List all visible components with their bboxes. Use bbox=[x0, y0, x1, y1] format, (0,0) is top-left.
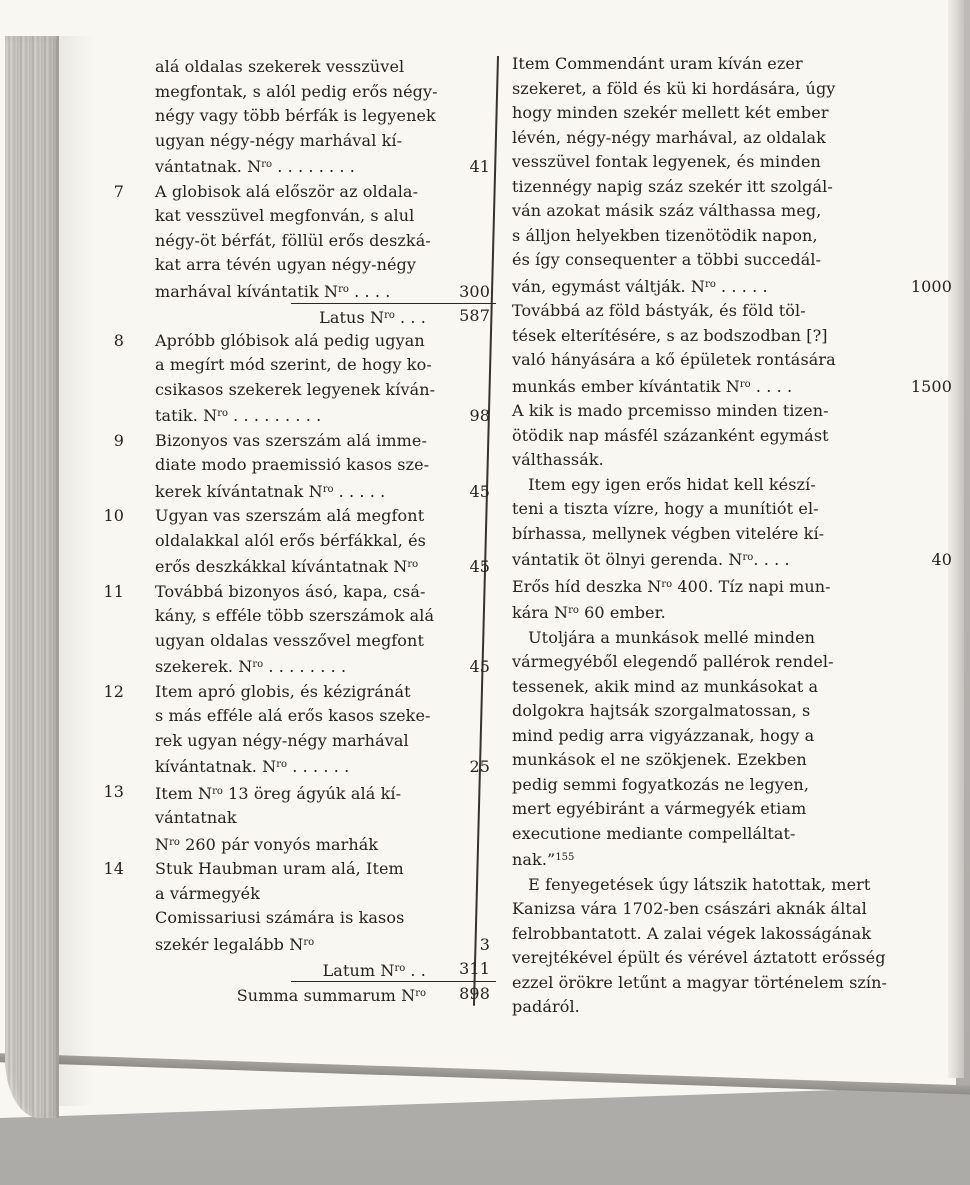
paragraph-7 bbox=[512, 873, 952, 1020]
ledger-item-11 bbox=[100, 580, 490, 680]
paragraph-text: Item egy igen erős hidat kell készí- teni a tiszta vízre, hogy a munítiót el- bírhassa, mellynek végben vitelére kí- vántatik öt ölnyi gerenda. $N^{ro}$. . . . bbox=[512, 474, 825, 569]
paragraph-6 bbox=[512, 626, 952, 873]
item-text: Apróbb glóbisok alá pedig ugyan a megírt mód szerint, de hogy ko- csikasos szekerek legyenek kíván- tatik. $N^{ro}$ . . . . . . . . . bbox=[155, 330, 436, 425]
item-value: 300 bbox=[459, 281, 490, 301]
item-text: Bizonyos vas szerszám alá imme- diate modo praemissió kasos sze- kerek kívántatnak $N^{ro}$ . . . . . bbox=[155, 430, 430, 501]
paragraph-value: 1000 bbox=[910, 276, 952, 296]
item-number: 13 bbox=[103, 781, 124, 801]
sum-label: Latum $N^{ro}$ . . bbox=[322, 961, 426, 980]
paragraph-5 bbox=[512, 573, 952, 626]
sum-value: 587 bbox=[459, 306, 490, 325]
sum-label: Summa summarum $N^{ro}$ bbox=[236, 985, 426, 1005]
item-text: Továbbá bizonyos ásó, kapa, csá- kány, s efféle több szerszámok alá ugyan oldalas vesszővel megfont szekerek. $N^{ro}$ . . . . . . . . bbox=[155, 581, 435, 676]
ledger-item-13 bbox=[100, 780, 490, 858]
page-edge-stack-left bbox=[5, 36, 59, 1118]
paragraph-3 bbox=[512, 399, 952, 473]
item-value: 25 bbox=[469, 757, 490, 776]
latum-row bbox=[100, 957, 490, 982]
ledger-item-12 bbox=[100, 680, 490, 780]
sum-value: 311 bbox=[459, 959, 490, 978]
item-value: 41 bbox=[469, 157, 490, 176]
paragraph-text: A kik is mado prcemisso minden tizen- ötödik nap másfél százanként egymást válthassák. bbox=[512, 401, 829, 469]
item-number: 9 bbox=[113, 430, 124, 450]
paragraph-text: Továbbá az föld bástyák, és föld töl- tések elterítésére, s az bodszodban [?] való hányására a kő épületek rontására munkás ember kívántatik $N^{ro}$ . . . . bbox=[512, 301, 836, 396]
paragraph-text: E fenyegetések úgy látszik hatottak, mert Kanizsa vára 1702-ben császári aknák által felrobbantatott. A zalai végek lakosságának verejtékével épült és vérével áztatott erősség ezzel örökre letűnt a magyar történelem szín- padáról. bbox=[512, 874, 888, 1016]
latus-row bbox=[100, 304, 490, 329]
item-value: 45 bbox=[469, 481, 490, 501]
paragraph-text: Utoljára a munkások mellé minden vármegyéből elegendő pallérok rendel- tessenek, akik mind az munkásokat a dolgokra hajtsák szorgalmatossan, s mind pedig arra vigyázzanak, hogy a munkások el ne szökjenek. Ezekben pedig semmi fogyatkozás ne legyen, mert egyébiránt a vármegyék etiam executione mediante compelláltat- nak.”$^{155}$ bbox=[512, 627, 834, 869]
page-gutter-shade bbox=[59, 36, 93, 1106]
paragraph-2 bbox=[512, 299, 952, 399]
item-text: Item $N^{ro}$ 13 öreg ágyúk alá kí- vántatnak $N^{ro}$ 260 pár vonyós marhák bbox=[155, 783, 402, 854]
ledger-item-14 bbox=[100, 857, 490, 957]
ledger-item-7 bbox=[100, 180, 490, 305]
item-number: 7 bbox=[113, 181, 124, 201]
item-number: 11 bbox=[103, 581, 124, 601]
item-number: 14 bbox=[103, 859, 124, 878]
item-value: 45 bbox=[469, 657, 490, 676]
paragraph-4 bbox=[512, 473, 952, 573]
ledger-item-continued bbox=[100, 55, 490, 180]
paragraph-1 bbox=[512, 52, 952, 299]
ledger-item-8 bbox=[100, 329, 490, 429]
paragraph-text: Item Commendánt uram kíván ezer szekeret, a föld és kü ki hordására, úgy hogy minden szekér mellett két ember lévén, négy-négy marhával, az oldalak vesszüvel fontak legyenek, és minden tizennégy napig száz szekér itt szolgál- ván azokat másik száz válthassa meg, s álljon helyekben tizenötödik napon, és így consequenter a többi succedál- ván, egymást váltják. $N^{ro}$ . . . . . bbox=[512, 54, 836, 296]
paragraph-value: 40 bbox=[931, 550, 952, 569]
item-text: alá oldalas szekerek vesszüvel megfontak, s alól pedig erős négy- négy vagy több bérfák is legyenek ugyan négy-négy marhával kí- vántatnak. $N^{ro}$ . . . . . . . . bbox=[155, 57, 438, 176]
item-text: Item apró globis, és kézigránát s más efféle alá erős kasos szeke- rek ugyan négy-négy marhával kívántatnak. $N^{ro}$ . . . . . . bbox=[155, 681, 431, 776]
ledger-item-9 bbox=[100, 429, 490, 505]
left-column bbox=[100, 55, 490, 1006]
item-text: Stuk Haubman uram alá, Item a vármegyék Comissariusi számára is kasos szekér legalább $N^{ro}$ bbox=[155, 859, 405, 954]
item-value: 98 bbox=[469, 406, 490, 425]
item-number: 10 bbox=[103, 506, 124, 525]
sum-value: 898 bbox=[459, 983, 490, 1003]
right-column bbox=[512, 52, 952, 1020]
item-value: 45 bbox=[469, 557, 490, 576]
sum-label: Latus $N^{ro}$ . . . bbox=[319, 308, 426, 327]
item-number: 12 bbox=[103, 681, 124, 701]
item-value: 3 bbox=[479, 934, 490, 954]
item-text: Ugyan vas szerszám alá megfont oldalakkal alól erős bérfákkal, és erős deszkákkal kívántatnak $N^{ro}$ bbox=[155, 506, 426, 576]
paragraph-value: 1500 bbox=[910, 376, 952, 396]
ledger-item-10 bbox=[100, 504, 490, 580]
summa-row bbox=[100, 982, 490, 1007]
paragraph-text: Erős híd deszka $N^{ro}$ 400. Tíz napi mun- kára $N^{ro}$ 60 ember. bbox=[512, 576, 831, 622]
item-number: 8 bbox=[113, 330, 124, 350]
item-text: A globisok alá először az oldala- kat vesszüvel megfonván, s alul négy-öt bérfát, föllül erős deszká- kat arra tévén ugyan négy-négy marhával kívántatik $N^{ro}$ . . . . bbox=[155, 181, 431, 301]
